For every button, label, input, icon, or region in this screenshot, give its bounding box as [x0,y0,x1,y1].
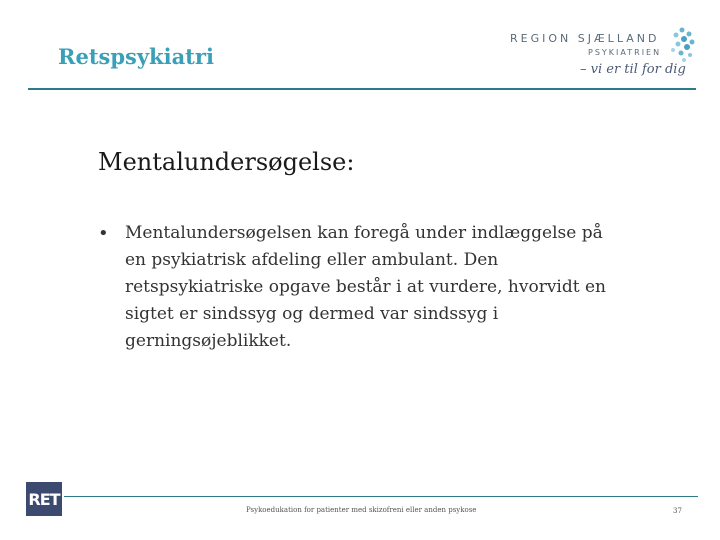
slide-title: Mentalundersøgelse: [98,148,355,176]
footer-text: Psykoedukation for patienter med skizofreni eller anden psykose [246,506,477,514]
logo-dots-icon [662,26,696,66]
header-title: Retspsykiatri [58,44,214,69]
footer-rule [64,496,698,497]
logo-name: REGION SJÆLLAND [510,32,660,45]
header-rule [28,88,696,90]
page-number: 37 [673,507,682,515]
logo-subtitle: PSYKIATRIEN [588,48,662,57]
bullet-dot-icon: • [98,223,109,244]
region-logo [506,24,696,88]
logo-tagline: – vi er til for dig [580,62,686,77]
bullet-item [96,220,626,355]
footer-badge: RET [26,482,62,516]
bullet-text: Mentalundersøgelsen kan foregå under indlæggelse på en psykiatrisk afdeling eller ambulant. Den retspsykiatriske opgave består i at vurdere, hvorvidt en sigtet er sindssyg og dermed var sindssyg i gerningsøjeblikket. [125,223,606,351]
